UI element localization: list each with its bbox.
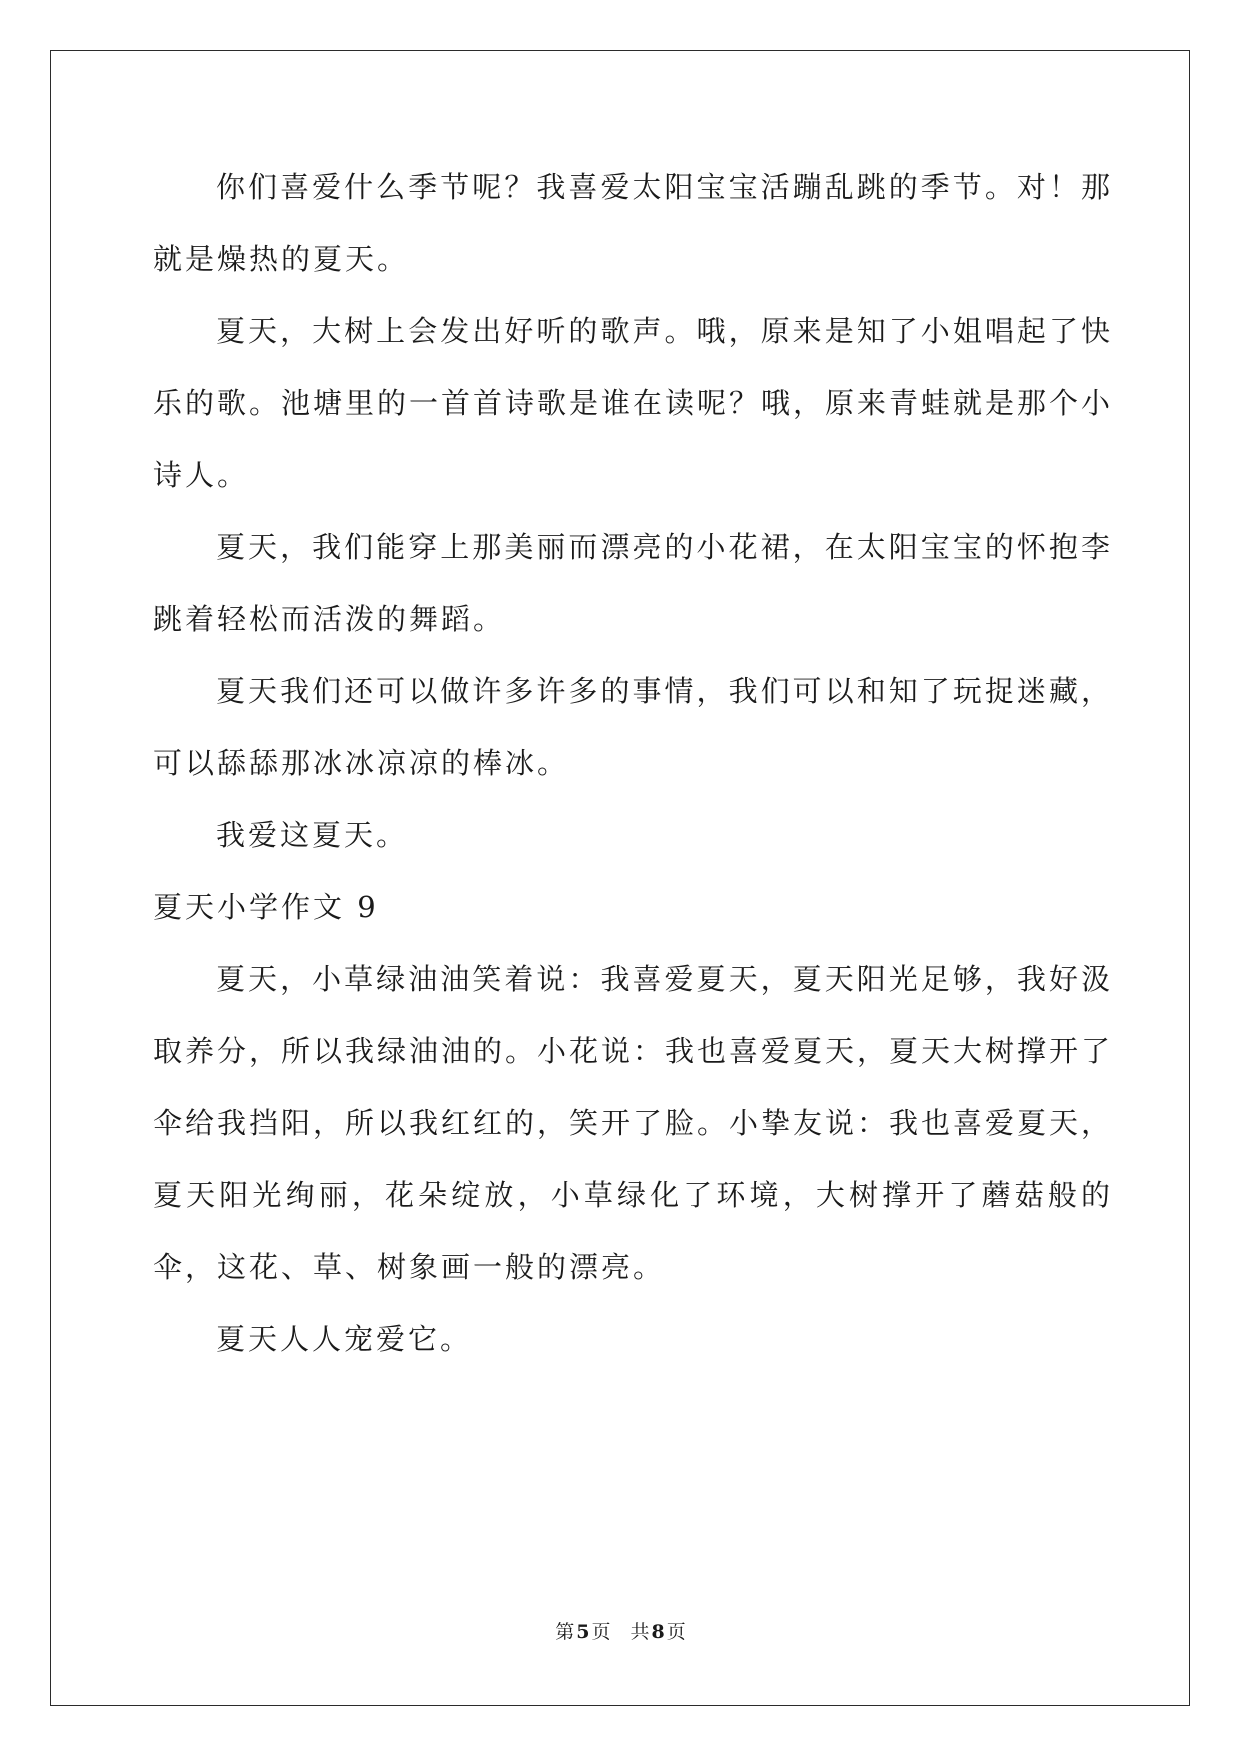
paragraph: 夏天，我们能穿上那美丽而漂亮的小花裙，在太阳宝宝的怀抱李跳着轻松而活泼的舞蹈。 [153,530,1113,636]
section-title: 夏天小学作文 9 [153,890,379,924]
paragraph: 夏天，大树上会发出好听的歌声。哦，原来是知了小姐唱起了快乐的歌。池塘里的一首首诗歌是谁在读呢？哦，原来青蛙就是那个小诗人。 [153,314,1114,492]
total-pages-prefix: 共 [630,1621,650,1643]
current-page-number: 5 [576,1621,590,1643]
paragraph: 夏天人人宠爱它。 [216,1322,473,1356]
paragraph: 夏天，小草绿油油笑着说：我喜爱夏天，夏天阳光足够，我好汲取养分，所以我绿油油的。小花说：我也喜爱夏天，夏天大树撑开了伞给我挡阳，所以我红红的，笑开了脸。小挚友说：我也喜爱夏天，夏天阳光绚丽，花朵绽放，小草绿化了环境，大树撑开了蘑菇般的伞，这花、草、树象画一般的漂亮。 [153,962,1114,1284]
document-body [153,151,1113,1375]
page-number-prefix: 第 [555,1621,575,1643]
page-number-suffix: 页 [591,1621,611,1643]
page-footer [0,1620,1241,1644]
paragraph: 夏天我们还可以做许多许多的事情，我们可以和知了玩捉迷藏，可以舔舔那冰冰凉凉的棒冰。 [153,674,1113,780]
total-pages-suffix: 页 [666,1621,686,1643]
paragraph: 你们喜爱什么季节呢？我喜爱太阳宝宝活蹦乱跳的季节。对！那就是燥热的夏天。 [153,170,1113,276]
paragraph: 我爱这夏天。 [216,818,409,852]
total-pages-number: 8 [651,1621,665,1643]
